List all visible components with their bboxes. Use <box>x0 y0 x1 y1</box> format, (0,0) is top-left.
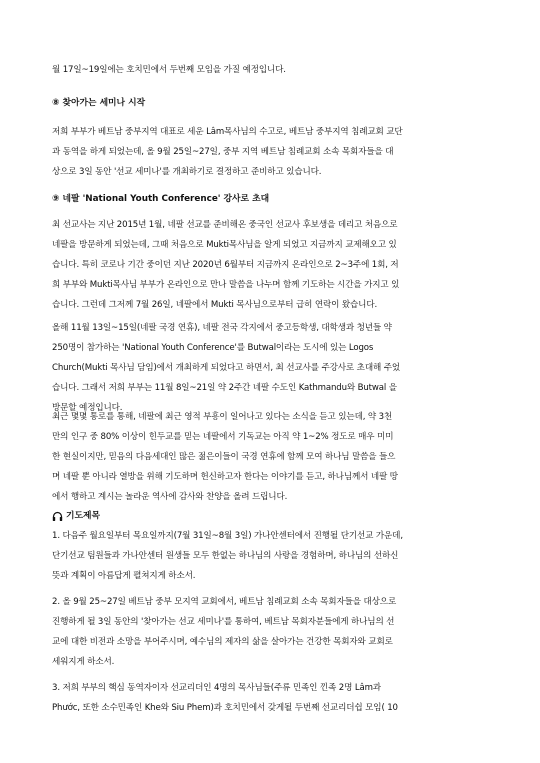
text-line: Phước, 또한 소수민족인 Khe와 Siu Phem)과 호치민에서 갖게될 두번째 선교리더쉽 모임( 10 <box>52 703 398 713</box>
text-line: 한 현실이지만, 믿음의 다음세대인 많은 젊은이들이 국경 연휴에 함께 모여 하나님 말씀을 들으 <box>52 452 396 462</box>
text-line: 상으로 3일 동안 '선교 세미나'를 개최하기로 결정하고 준비하고 있습니다. <box>52 167 322 177</box>
text-line: 습니다. 특히 코로나 기간 중이던 지난 2020년 6월부터 지금까지 온라인으로 2~3주에 1회, 저 <box>52 260 399 270</box>
text-line: 저희 부부가 베트남 중부지역 대표로 세운 Lâm목사님의 수고로, 베트남 중부지역 침례교회 교단 <box>52 127 403 137</box>
prayer-heading-row <box>52 508 100 524</box>
text-line: 에서 행하고 계시는 놀라운 역사에 감사와 찬양을 올려 드립니다. <box>52 492 288 502</box>
text-line: 세워지게 하소서. <box>52 657 115 667</box>
text-line: 교에 대한 비전과 소망을 부어주시며, 예수님의 제자의 삶을 살아가는 건강한 목회자와 교회로 <box>52 637 393 647</box>
text-line: 최 선교사는 지난 2015년 1월, 네팔 선교를 준비해온 중국인 선교사 후보생을 데리고 처음으로 <box>52 220 398 230</box>
section-9-paragraph-1 <box>52 215 500 315</box>
section-9-heading: ⑨ 네팔 'National Youth Conference' 강사로 초대 <box>52 194 270 204</box>
text-line: 단기선교 팀원들과 가나안센터 원생들 모두 한없는 하나님의 사랑을 경험하며, 하나님의 선하신 <box>52 551 399 561</box>
section-8-paragraph <box>52 122 500 182</box>
section-9-paragraph-3 <box>52 407 500 507</box>
text-line: 1. 다음주 월요일부터 목요일까지(7월 31일~8월 3일) 가나안센터에서 진행될 단기선교 가운데, <box>52 531 403 541</box>
section-9-paragraph-2 <box>52 318 500 418</box>
text-line: 희 부부와 Mukti목사님 부부가 온라인으로 만나 말씀을 나누며 함께 기도하는 시간을 가지고 있 <box>52 280 400 290</box>
text-line: 진행하게 될 3일 동안의 '찾아가는 선교 세미나'를 통하여, 베트남 목회자분들에게 하나님의 선 <box>52 617 395 627</box>
text-line: 습니다. 그런데 그저께 7월 26일, 네팔에서 Mukti 목사님으로부터 급히 연락이 왔습니다. <box>52 300 378 310</box>
text-line: 방문할 예정입니다. <box>52 403 123 413</box>
text-line: 뜻과 계획이 아름답게 펼쳐지게 하소서. <box>52 571 196 581</box>
text-line: 최근 몇몇 통로를 통해, 네팔에 최근 영적 부흥이 일어나고 있다는 소식을 듣고 있는데, 약 3천 <box>52 412 393 422</box>
text-line: 올해 11월 13일~15일(네팔 국경 연휴), 네팔 전국 각지에서 중고등학생, 대학생과 청년들 약 <box>52 323 392 333</box>
text-line: 2. 올 9월 25~27일 베트남 중부 모지역 교회에서, 베트남 침례교회 소속 목회자들을 대상으로 <box>52 597 397 607</box>
text-line: 만의 인구 중 80% 이상이 힌두교를 믿는 네팔에서 기독교는 아직 약 1~2% 정도로 매우 미미 <box>52 432 394 442</box>
intro-line: 월 17일~19일에는 호치민에서 두번째 모임을 가질 예정입니다. <box>52 65 286 75</box>
text-line: 과 동역을 하게 되었는데, 올 9월 25일~27일, 중부 지역 베트남 침례교회 소속 목회자들을 대 <box>52 147 394 157</box>
headphones-icon <box>52 511 63 522</box>
text-line: 3. 저희 부부의 핵심 동역자이자 선교리더인 4명의 목사님들(주류 민족인 낀족 2명 Lâm과 <box>52 683 381 693</box>
text-line: 습니다. 그래서 저희 부부는 11월 8일~21일 약 2주간 네팔 수도인 Kathmandu와 Butwal 을 <box>52 383 397 393</box>
section-8-heading: ⑧ 찾아가는 세미나 시작 <box>52 98 146 108</box>
text-line: Church(Mukti 목사님 담임)에서 개최하게 되었다고 하면서, 최 선교사를 주강사로 초대해 주었 <box>52 363 401 373</box>
prayer-item-3 <box>52 678 500 718</box>
prayer-item-1 <box>52 526 500 586</box>
prayer-heading: 기도제목 <box>66 511 100 521</box>
prayer-item-2 <box>52 592 500 672</box>
text-line: 며 네팔 뿐 아니라 열방을 위해 기도하며 헌신하고자 한다는 이야기를 듣고, 하나님께서 네팔 땅 <box>52 472 398 482</box>
text-line: 250명이 참가하는 'National Youth Conference'를 Butwal이라는 도시에 있는 Logos <box>52 343 374 353</box>
text-line: 네팔을 방문하게 되었는데, 그때 처음으로 Mukti목사님을 알게 되었고 지금까지 교제해오고 있 <box>52 240 397 250</box>
